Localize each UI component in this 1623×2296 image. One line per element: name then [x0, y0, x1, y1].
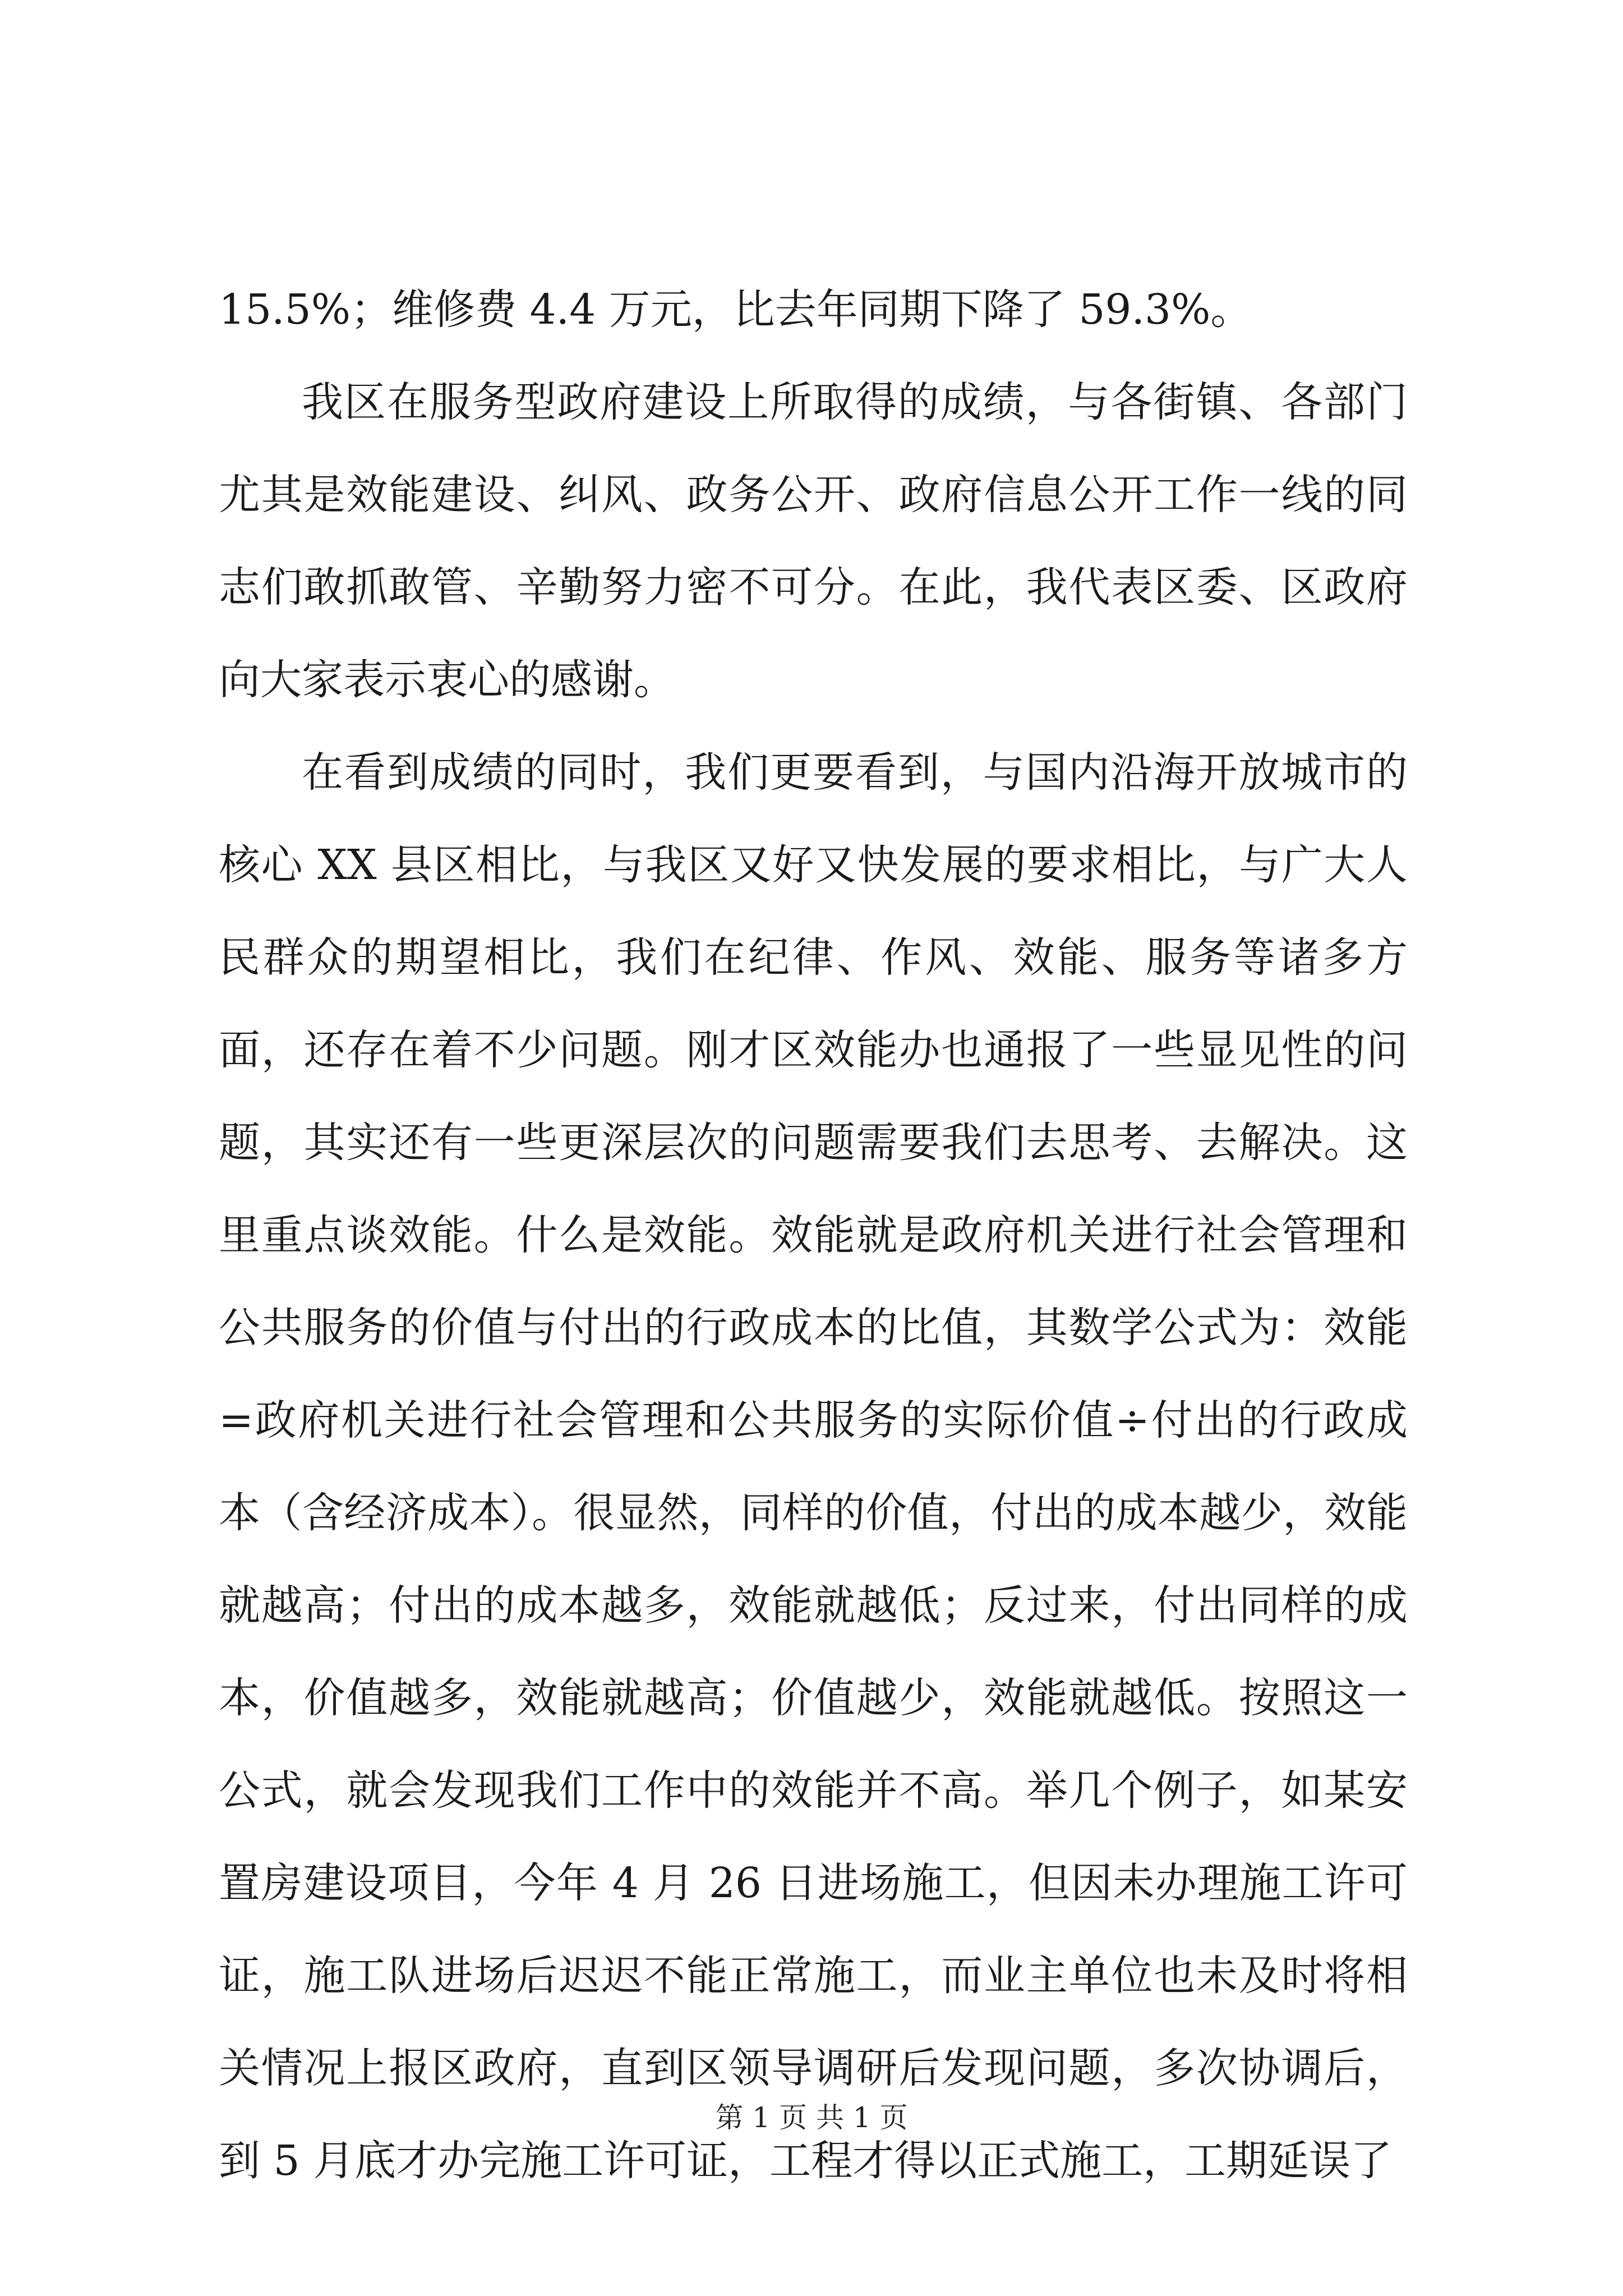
page-footer: 第 1 页 共 1 页 — [715, 2101, 908, 2134]
paragraph-continuation: 15.5%；维修费 4.4 万元，比去年同期下降了 59.3%。 — [219, 286, 1252, 334]
document-body — [219, 264, 1408, 2207]
paragraph-efficiency-problems: 在看到成绩的同时，我们更要看到，与国内沿海开放城市的核心 XX 县区相比，与我区又好又快发展的要求相比，与广大人民群众的期望相比，我们在纪律、作风、效能、服务等诸多方面，还存在着不少问题。刚才区效能办也通报了一些显见性的问题，其实还有一些更深层次的问题需要我们去思考、去解决。这里重点谈效能。什么是效能。效能就是政府机关进行社会管理和公共服务的价值与付出的行政成本的比值，其数学公式为：效能=政府机关进行社会管理和公共服务的实际价值÷付出的行政成本（含经济成本）。很显然，同样的价值，付出的成本越少，效能就越高；付出的成本越多，效能就越低；反过来，付出同样的成本，价值越多，效能就越高；价值越少，效能就越低。按照这一公式，就会发现我们工作中的效能并不高。举几个例子，如某安置房建设项目，今年 4 月 26 日进场施工，但因未办理施工许可证，施工队进场后迟迟不能正常施工，而业主单位也未及时将相关情况上报区政府，直到区领导调研后发现问题，多次协调后，到 5 月底才办完施工许可证，工程才得以正式施工，工期延误了 — [219, 748, 1408, 2185]
paragraph-achievements: 我区在服务型政府建设上所取得的成绩，与各街镇、各部门尤其是效能建设、纠风、政务公开、政府信息公开工作一线的同志们敢抓敢管、辛勤努力密不可分。在此，我代表区委、区政府向大家表示衷心的感谢。 — [219, 378, 1408, 704]
